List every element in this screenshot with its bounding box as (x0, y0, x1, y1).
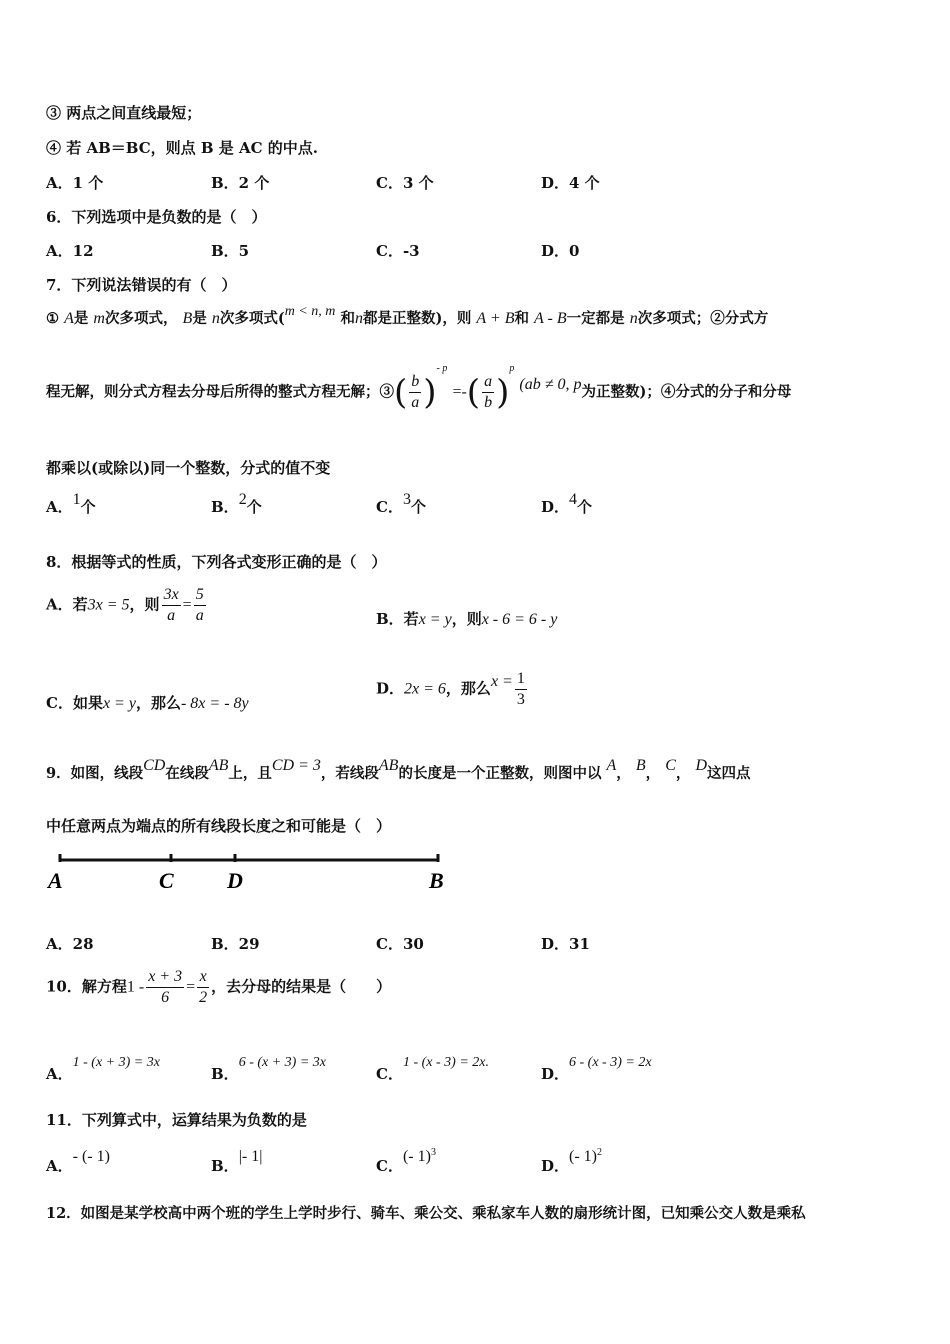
q8-option-a: A．若3x = 5，则 $\frac{3x}{a}$ = $\frac{5}{a}$ (46, 586, 204, 624)
paren-right-2: ) (496, 372, 510, 413)
statement-4: ④ 若 AB＝BC，则点 B 是 AC 的中点. (46, 139, 319, 157)
paren-left: ( (394, 372, 408, 413)
point-label-b: B (429, 868, 444, 893)
segment-figure (44, 848, 464, 898)
q5-option-a: A．1 个 (46, 174, 104, 192)
q11-option-b: B．|- 1| (211, 1148, 263, 1175)
q5-option-c: C．3 个 (376, 174, 434, 192)
q7-line-3: 都乘以(或除以)同一个整数，分式的值不变 (46, 459, 331, 477)
q11-stem: 11．下列算式中，运算结果为负数的是 (46, 1111, 307, 1129)
q9-line-2: 中任意两点为端点的所有线段长度之和可能是（ ） (46, 817, 392, 835)
fraction-a-over-b: $\frac{a}{b}$ (484, 373, 493, 411)
q7-line-2: 程无解，则分式方程去分母后所得的整式方程无解；③( $\frac{b}{a}$ )$^{- p}$ =-( $\frac{a}{b}$ )$^p$ (ab ≠ 0, p为正整数)；④分式的分子和分母 (46, 362, 792, 413)
q5-option-d: D．4 个 (541, 174, 600, 192)
q11-option-d: D．(- 1)$^2$ (541, 1147, 602, 1175)
q5-option-b: B．2 个 (211, 174, 270, 192)
q7-option-d: D．4个 (541, 491, 593, 516)
q10-option-d: D．6 - (x - 3) = 2x (541, 1055, 652, 1083)
q9-option-a: A．28 (46, 935, 94, 953)
fraction-b-over-a: $\frac{b}{a}$ (411, 373, 420, 411)
paren-left-2: ( (466, 372, 481, 413)
point-label-d: D (227, 868, 243, 893)
q7-line-1: ① A是 m次多项式， B是 n次多项式(m < n, m 和n都是正整数)，则 A + B和 A - B一定都是 n次多项式；②分式方 (46, 304, 769, 327)
statement-3: ③ 两点之间直线最短； (46, 104, 202, 122)
q8-stem: 8．根据等式的性质，下列各式变形正确的是（ ） (46, 553, 387, 571)
q10-option-a: A．1 - (x + 3) = 3x (46, 1055, 160, 1083)
q9-option-b: B．29 (211, 935, 260, 953)
q10-option-b: B．6 - (x + 3) = 3x (211, 1055, 326, 1083)
paren-right: ) (423, 372, 437, 413)
q9-line-1: 9．如图，线段CD在线段AB上，且CD = 3，若线段AB的长度是一个正整数，则图中以 A， B， C， D这四点 (46, 757, 751, 782)
q8-option-c: C．如果x = y，那么- 8x = - 8y (46, 694, 249, 712)
q11-option-a: A．- (- 1) (46, 1148, 110, 1175)
q6-option-d: D．0 (541, 242, 580, 260)
fraction-3x-over-a: $\frac{3x}{a}$ (163, 586, 179, 624)
q8-option-d: D．2x = 6，那么x = $\frac{1}{3}$ (376, 670, 525, 708)
q7-option-b: B．2个 (211, 491, 262, 516)
q6-stem: 6．下列选项中是负数的是（ ） (46, 208, 267, 226)
q9-option-d: D．31 (541, 935, 590, 953)
q7-stem: 7．下列说法错误的有（ ） (46, 276, 237, 294)
q12-stem: 12．如图是某学校高中两个班的学生上学时步行、骑车、乘公交、乘私家车人数的扇形统计图，已知乘公交人数是乘私 (46, 1205, 806, 1222)
q6-option-b: B．5 (211, 242, 250, 260)
point-label-a: A (48, 868, 63, 893)
q8-option-b: B．若x = y，则x - 6 = 6 - y (376, 610, 558, 628)
q7-option-a: A．1个 (46, 491, 96, 516)
q7-option-c: C．3个 (376, 491, 426, 516)
fraction-5-over-a: $\frac{5}{a}$ (195, 586, 204, 624)
fraction-x-plus-3-over-6: $\frac{x + 3}{6}$ (148, 968, 183, 1006)
q10-option-c: C．1 - (x - 3) = 2x. (376, 1055, 489, 1083)
q9-option-c: C．30 (376, 935, 424, 953)
q11-option-c: C．(- 1)$^3$ (376, 1147, 436, 1175)
fraction-1-over-3: $\frac{1}{3}$ (516, 670, 525, 708)
q6-option-c: C．-3 (376, 242, 420, 260)
point-label-c: C (159, 868, 174, 893)
q10-stem: 10．解方程1 - $\frac{x + 3}{6}$ = $\frac{x}{2}$ ，去分母的结果是（ ） (46, 968, 392, 1006)
fraction-x-over-2: $\frac{x}{2}$ (199, 968, 208, 1006)
q6-option-a: A．12 (46, 242, 94, 260)
